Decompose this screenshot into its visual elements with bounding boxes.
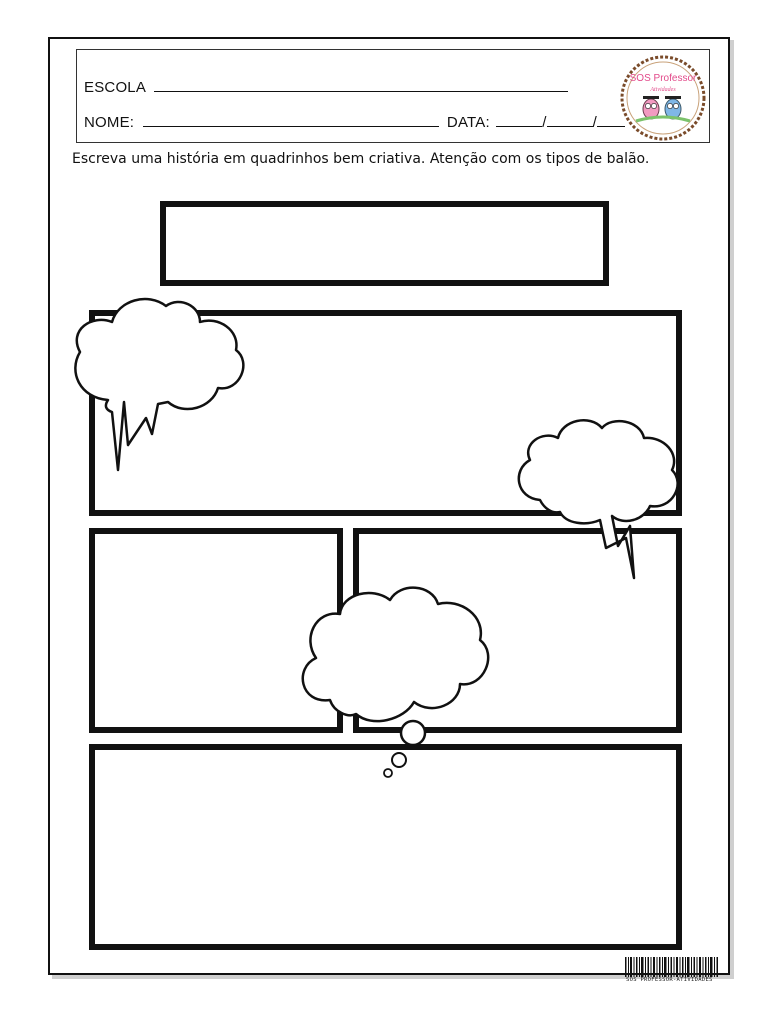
thought-balloon-center (303, 588, 488, 777)
date-separator-2: / (592, 114, 597, 131)
barcode-caption: SOS PROFESSOR-ATIVIDADES (626, 977, 713, 983)
logo-title: SOS Professor (629, 73, 697, 84)
instructions-text: Escreva uma história em quadrinhos bem criativa. Atenção com os tipos de balão. (72, 151, 650, 167)
logo-subtitle: Atividades (650, 87, 676, 93)
school-label: ESCOLA (84, 79, 146, 96)
date-label: DATA: (446, 114, 490, 131)
name-label: NOME: (84, 114, 135, 131)
speech-balloon-right (519, 420, 678, 578)
date-separator-1: / (542, 114, 547, 131)
barcode (625, 957, 719, 977)
speech-balloon-left (75, 299, 243, 470)
